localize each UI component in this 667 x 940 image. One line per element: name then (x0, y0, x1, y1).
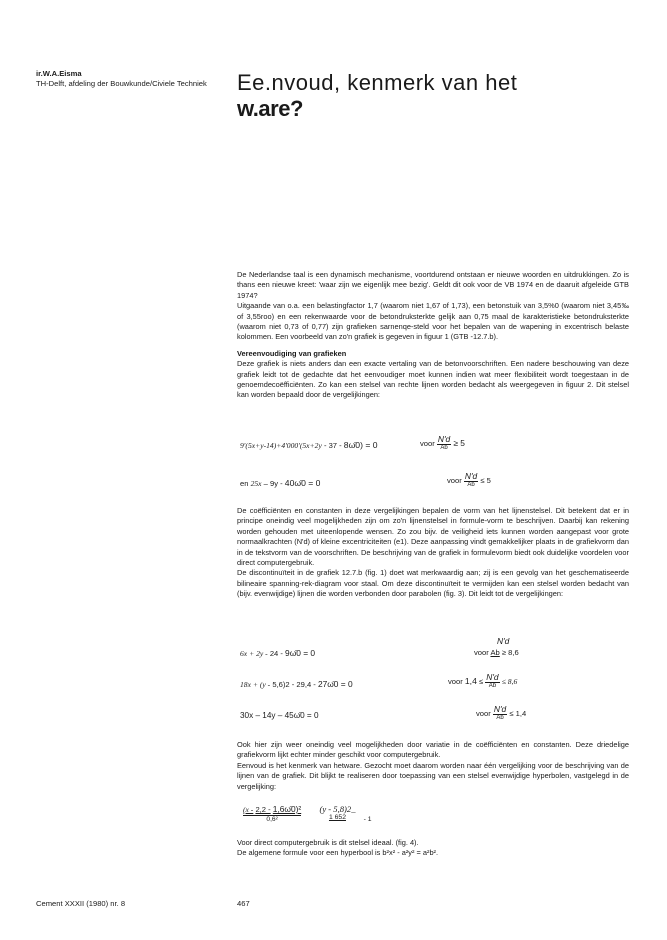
eq6-num-part: (x - (243, 805, 254, 814)
eq3-den: Ab (490, 648, 500, 657)
eq5-voor: voor (476, 709, 491, 719)
eq2-left: 25x (250, 479, 262, 488)
eq6-denominator-2: 1 652 (328, 814, 346, 821)
closing-line: Voor direct computergebruik is dit stelsel ideaal. (fig. 4). (237, 838, 419, 847)
eq4-fraction (485, 674, 499, 690)
fraction-denominator: Ab (496, 714, 504, 721)
fraction-numerator: N'd (493, 704, 507, 714)
eq5-cond: ≤ 1,4 (509, 709, 527, 719)
eq6-numerator-1 (243, 804, 301, 816)
eq6-numerator-2: (y - 5,8)2_ (319, 804, 356, 814)
equation-1 (240, 440, 378, 450)
eq3-voor: voor (474, 648, 489, 657)
section-heading: Vereenvoudiging van grafieken (237, 348, 347, 358)
eq2-en: en (240, 479, 249, 488)
closing-text (237, 838, 629, 859)
eq3-mid: 24 - (269, 649, 283, 658)
fraction-denominator: Ab (440, 444, 448, 451)
journal-footer: Cement XXXII (1980) nr. 8 (36, 899, 126, 908)
eq6-fraction-1 (243, 804, 301, 823)
equation-3 (240, 648, 315, 658)
eq1-cond: ≥ 5 (453, 438, 465, 449)
eq4-condition: voor 1,4 ≤ $\frac{N'd}{Ab}$ ≤ 8,6 (448, 672, 518, 689)
fraction-denominator: Ab (488, 682, 497, 689)
section-3-text (237, 740, 629, 792)
author-affiliation: TH-Delft, afdeling der Bouwkunde/Civiele Techniek (36, 78, 207, 88)
eq5-condition (476, 706, 526, 722)
eq6-num-part: 2,2 - (255, 805, 271, 814)
fraction-numerator: N'd (437, 434, 451, 444)
fraction-denominator: Ab (467, 481, 475, 488)
eq6-tail: - 1 (363, 816, 372, 823)
closing-line: De algemene formule voor een hyperbool is b²x² - a²y² = a²b². (237, 848, 439, 858)
eq3-left: 6x + 2y - (240, 649, 268, 658)
eq4-left: 18x + (y - (240, 680, 271, 689)
section-paragraph: De coëfficiënten en constanten in deze vergelijkingen bepalen de vorm van het lijnenstelsel. Dit betekent dat er in principe oneindig veel mogelijkheden zijn om zo'n lijnenstelsel in formule-vorm te beschrijven. Daarbij kan rekening worden gehouden met uiteenlopende wensen. Zo zou bijv. de veiligheid iets kunnen worden aangepast voor grote normaalkrachten (N'd) of kleine excentriciteiten (e1). Deze aanpassing vindt gemakkelijker plaats in de grafiekvorm dan in de tekstvorm van de voorschriften. De beschrijving van de grafiek in formulevorm biedt ook duidelijke voordelen voor direct computergebruik. (237, 506, 629, 568)
equation-4 (240, 679, 353, 689)
section-paragraph: Ook hier zijn weer oneindig veel mogelijkheden door variatie in de coëfficiënten en constanten. Deze driedelige grafiekvorm lijkt echter minder geschikt voor computergebruik. (237, 740, 629, 760)
section-paragraph: Eenvoud is het kenmerk van hetware. Gezocht moet daarom worden naar één vergelijking voor de beschrijving van de lijnen van de grafiek. Dit blijkt te realiseren door toepassing van een stelsel evenwijdige hyperbolen, vastgelegd in de vergelijking: (237, 760, 629, 791)
eq1-tail: 8ω̄0) = 0 (343, 440, 378, 450)
title-line-1: Ee.nvoud, kenmerk van het (237, 70, 518, 95)
eq2-tail: 40ω̄0 = 0 (284, 478, 321, 488)
eq1-condition (420, 436, 465, 452)
intro-paragraph: Uitgaande van o.a. een belastingfactor 1,7 (waarom niet 1,67 of 1,73), een betonstuik van 3,5%0 (waarom niet 3,45‰ of 3,55roo) en een rekenwaarde voor de betondruksterkte gelijk aan 0,75 maal de karakteristieke betondruksterkte (waarom niet 0,73 of 0,77) zijn grafieken sarnenqe-steld voor het bepalen van de wapening in excentrisch belaste kolommen. Een voorbeeld van zo'n grafiek is gegeven in figuur 1 (GTB -12.7.b). (237, 301, 629, 342)
fraction-numerator: N'd (464, 471, 478, 481)
section-paragraph: De discontinuïteit in de grafiek 12.7.b (fig. 1) doet wat merkwaardig aan; zij is een gevolg van het geschematiseerde bilineaire spanning-rek-diagram voor staal. Om deze discontinuïteit te vermijden kan een stelsel worden bedacht van (bijv. evenwijdige) lijnen die worden verbonden door parabolen (fig. 3). Dit leidt tot de vergelijkingen: (237, 568, 629, 599)
eq4-v1: 1,4 (464, 676, 477, 687)
section-2-text (237, 506, 629, 600)
author-block (36, 69, 226, 88)
fraction-numerator: N'd (486, 672, 499, 682)
eq1-mid: - 37 - (323, 441, 342, 450)
eq2-fraction (464, 473, 478, 489)
eq2-cond: ≤ 5 (480, 476, 491, 486)
eq4-tail: 27ω̄0 = 0 (317, 679, 353, 689)
eq4-voor: voor (448, 677, 463, 687)
eq3-condition (474, 648, 519, 657)
eq4-mid: 5,6)2 - 29,4 - (272, 680, 316, 689)
page-number: 467 (237, 899, 250, 908)
eq3-top-label: N'd (497, 636, 510, 646)
intro-paragraph: De Nederlandse taal is een dynamisch mechanisme, voortdurend ontstaan er nieuwe woorden en uitdrukkingen. Zo is thans een nieuwe kreet: 'waar zijn we eigenlijk mee bezig'. Geldt dit ook voor de VB 1974 en de daaruit afgeleide GTB 1974? (237, 270, 629, 300)
intro-text (237, 270, 629, 401)
eq6-denominator-1: 0,6² (266, 816, 278, 823)
eq3-cond: ≥ 8,6 (501, 648, 519, 657)
eq1-voor: voor (420, 439, 435, 449)
equation-5 (240, 711, 319, 720)
author-name: ir.W.A.Eisma (36, 69, 82, 78)
eq1-left: 9'(5x+y-14)+4'000'(5x+2y (240, 441, 322, 450)
equation-6 (243, 804, 372, 823)
article-title (237, 70, 637, 122)
equation-2 (240, 478, 320, 488)
eq4-cond: ≤ 8,6 (501, 677, 518, 687)
eq2-voor: voor (447, 476, 462, 486)
eq3-tail: 9ω̄0 = 0 (285, 648, 316, 658)
eq6-fraction-2 (319, 804, 355, 821)
eq6-num-part: 1,6ω̄0)² (272, 804, 302, 814)
eq2-condition (447, 473, 491, 489)
section-paragraph: Deze grafiek is niets anders dan een exacte vertaling van de betonvoorschriften. Een nadere beschouwing van deze grafiek leidt tot de gedachte dat het eenvoudiger moet kunnen indien wat meer flexibiliteit wordt toegestaan in de genoemdecoëfficiënten. Zo kan een stelsel van rechte lijnen worden bedacht als weergegeven in figuur 2. Dit stelsel kan worden bepaald door de vergelijkingen: (237, 359, 629, 400)
eq5-fraction (493, 706, 507, 722)
eq2-mid: – 9y - (263, 479, 283, 488)
eq5-left: 30x – 14y – 45ω̄0 = 0 (240, 711, 319, 720)
eq1-fraction (437, 436, 451, 452)
title-line-2: w.are? (237, 96, 303, 121)
